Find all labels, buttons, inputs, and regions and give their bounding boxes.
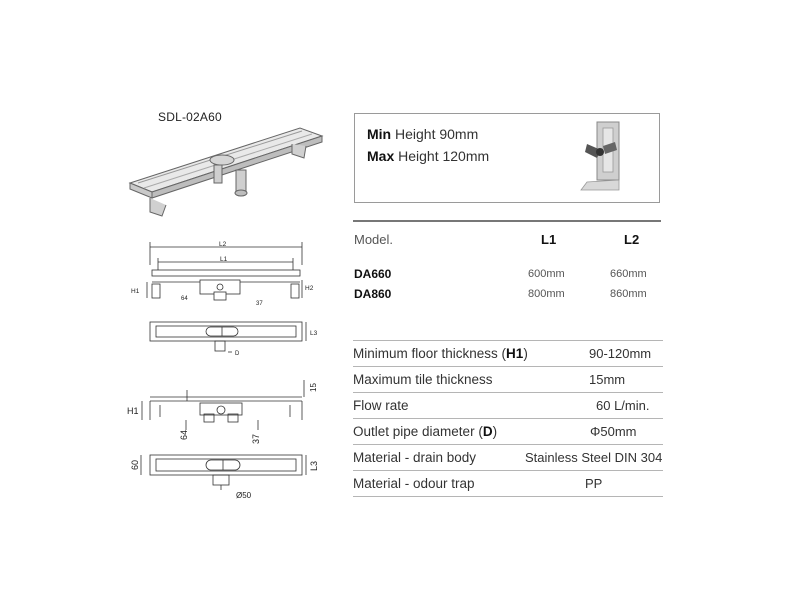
spec-row (353, 340, 663, 367)
min-height-value: Height 90mm (391, 126, 479, 142)
spec-row (353, 418, 663, 445)
label-64-top: 64 (181, 296, 188, 302)
spec-label (353, 346, 528, 361)
label-h1-bottom: H1 (127, 406, 139, 416)
label-37-bottom: 37 (251, 433, 261, 444)
spec-row (353, 366, 663, 393)
spec-label-text: Outlet pipe diameter ( (353, 424, 483, 439)
label-h2: H2 (305, 285, 314, 292)
spec-bottom-border (353, 496, 663, 497)
spec-label-suffix: ) (492, 424, 498, 439)
model-code: SDL-02A60 (158, 110, 222, 124)
label-diam50: Ø50 (236, 491, 252, 500)
l1-header: L1 (541, 232, 557, 247)
spec-label-bold: D (482, 424, 493, 439)
spec-label-text: Material - odour trap (353, 476, 475, 491)
spec-value: 60 L/min. (596, 398, 650, 413)
side-elevation-1 (147, 242, 302, 300)
model-row-1-l1: 600mm (528, 268, 565, 280)
label-l1: L1 (220, 256, 228, 263)
max-label: Max (367, 148, 395, 164)
spec-row (353, 470, 663, 497)
spec-label (353, 450, 476, 465)
model-row-1: DA660 (354, 267, 392, 281)
spec-label-text: Maximum tile thickness (353, 372, 493, 387)
spec-label (353, 476, 475, 491)
product-render (130, 128, 322, 216)
model-header: Model. (354, 232, 394, 247)
spec-label (353, 398, 409, 413)
model-row-2-l2: 860mm (610, 288, 647, 300)
spec-label-text: Flow rate (353, 398, 409, 413)
spec-value: Φ50mm (590, 424, 637, 439)
label-64-bottom: 64 (179, 429, 189, 440)
max-height-value: Height 120mm (394, 148, 490, 164)
spec-label (353, 372, 493, 387)
label-d: D (235, 351, 240, 357)
spec-value: 90-120mm (589, 346, 652, 361)
plan-view-2 (141, 455, 306, 490)
model-row-1-l2: 660mm (610, 268, 647, 280)
label-l3-top: L3 (310, 330, 318, 337)
spec-label-suffix: ) (523, 346, 528, 361)
min-label: Min (367, 126, 392, 142)
spec-value: PP (585, 476, 603, 491)
spec-row (353, 392, 663, 419)
table-divider (353, 220, 661, 222)
side-elevation-2 (142, 380, 304, 430)
plan-view-1 (150, 322, 306, 352)
spec-value: 15mm (589, 372, 626, 387)
min-height-line (367, 126, 478, 142)
label-l3-bottom: L3 (309, 460, 319, 471)
spec-label-text: Minimum floor thickness ( (353, 346, 507, 361)
height-box (354, 113, 660, 203)
model-row-2: DA860 (354, 287, 392, 301)
spec-value: Stainless Steel DIN 304 (525, 450, 663, 465)
label-l2: L2 (219, 241, 227, 248)
l2-header: L2 (624, 232, 640, 247)
spec-label (353, 424, 497, 439)
label-60: 60 (130, 459, 140, 470)
spec-row (353, 444, 663, 471)
model-row-2-l1: 800mm (528, 288, 565, 300)
max-height-line (367, 148, 489, 164)
label-37-top: 37 (256, 301, 263, 307)
spec-label-bold: H1 (506, 346, 524, 361)
label-h1-top: H1 (131, 288, 140, 295)
label-15: 15 (309, 383, 318, 392)
spec-label-text: Material - drain body (353, 450, 477, 465)
bracket-image (575, 120, 635, 198)
